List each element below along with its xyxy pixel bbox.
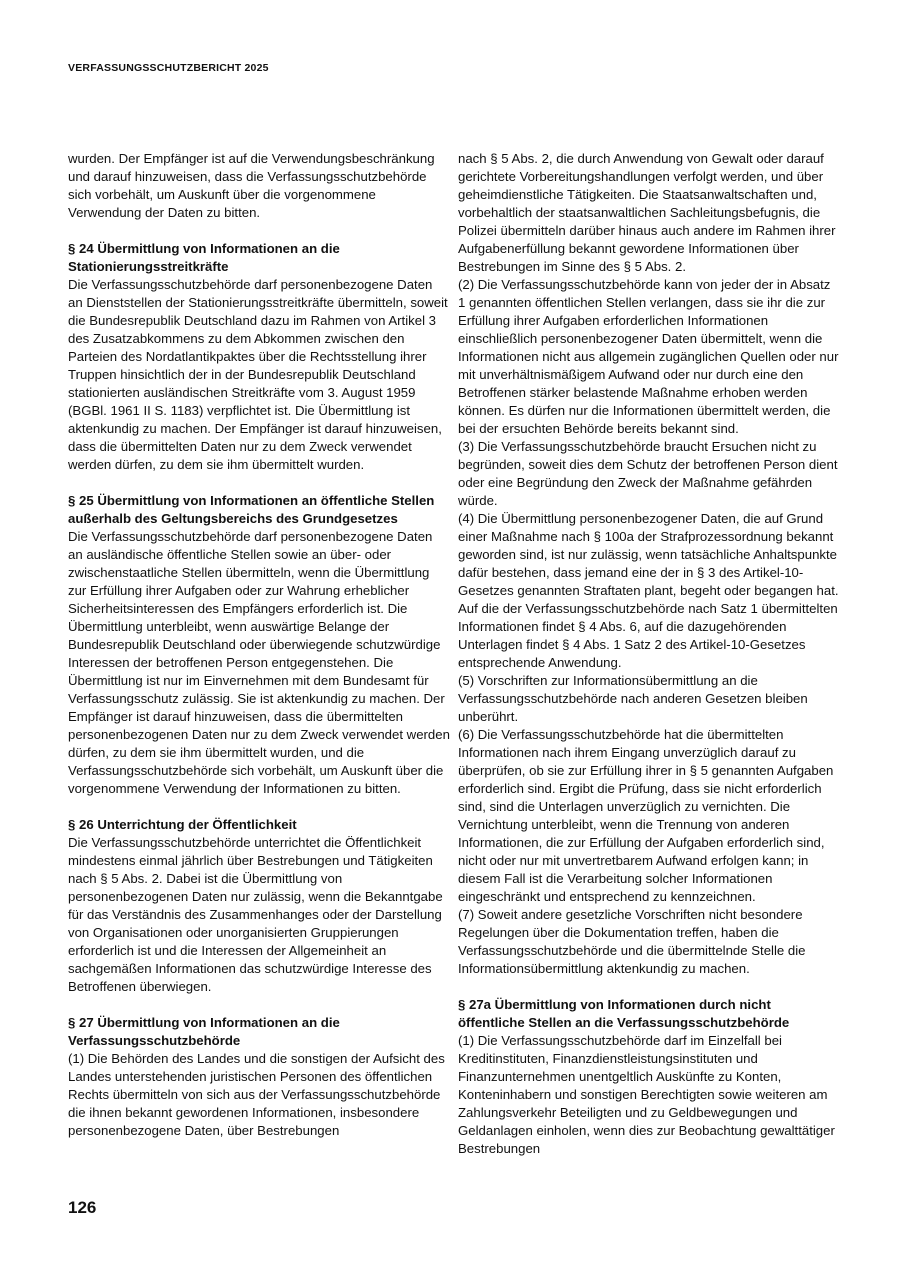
running-header: VERFASSUNGSSCHUTZBERICHT 2025 (68, 62, 269, 74)
section-24 (68, 240, 450, 474)
paragraph-continued: nach § 5 Abs. 2, die durch Anwendung von Gewalt oder darauf gerichtete Vorbereitungshandlungen verfolgt werden, und über geheimdienstliche Tätigkeiten. Die Staatsanwaltschaften und, vorbehaltlich der staatsanwaltlichen Sachleitungsbefugnis, die Polizei übermitteln darüber hinaus auch andere im Rahmen ihrer Aufgabenerfüllung bekannt gewordene Informationen über Bestrebungen im Sinne des § 5 Abs. 2. (458, 151, 836, 274)
right-column (458, 150, 840, 1158)
section-heading: § 27a Übermittlung von Informationen durch nicht öffentliche Stellen an die Verfassungsschutzbehörde (458, 997, 790, 1030)
paragraph: Die Verfassungsschutzbehörde unterrichtet die Öffentlichkeit mindestens einmal jährlich über Bestrebungen und Tätigkeiten nach § 5 Abs. 2. Dabei ist die Übermittlung von personenbezogenen Daten nur zulässig, wenn die Bekanntgabe für das Verständnis des Zusammenhanges oder der Darstellung von Organisationen oder unorganisierten Gruppierungen erforderlich ist und die Interessen der Allgemeinheit an sachgemäßen Informationen das schutzwürdige Interesse des Betroffenen überwiegen. (68, 835, 443, 994)
section-heading: § 26 Unterrichtung der Öffentlichkeit (68, 817, 297, 832)
paragraph: Die Verfassungsschutzbehörde darf personenbezogene Daten an Dienststellen der Stationierungsstreitkräfte übermitteln, soweit die Bundesrepublik Deutschland dazu im Rahmen von Artikel 3 des Zusatzabkommens zu dem Abkommen zwischen den Parteien des Nordatlantikpaktes über die Rechtsstellung ihrer Truppen hinsichtlich der in der Bundesrepublik Deutschland stationierten ausländischen Streitkräfte vom 3. August 1959 (BGBl. 1961 II S. 1183) verpflichtet ist. Die Übermittlung ist aktenkundig zu machen. Der Empfänger ist darauf hinzuweisen, dass die übermittelten Daten nur zu dem Zweck verwendet werden dürfen, zu dem sie ihm übermittelt wurden. (68, 277, 448, 472)
section-heading: § 24 Übermittlung von Informationen an die Stationierungsstreitkräfte (68, 241, 340, 274)
section-27a (458, 996, 840, 1158)
section-26 (68, 816, 450, 996)
paragraph: (2) Die Verfassungsschutzbehörde kann von jeder der in Absatz 1 genannten öffentlichen Stellen verlangen, dass sie ihr die zur Erfüllung ihrer Aufgaben erforderlichen Informationen einschließlich personenbezogener Daten übermittelt, wenn die Informationen nicht aus allgemein zugänglichen Quellen oder nur mit unverhältnismäßigem Aufwand oder nur durch eine den Betroffenen stärker belastende Maßnahme erhoben werden können. Es dürfen nur die Informationen übermittelt werden, die bei der ersuchten Behörde bereits bekannt sind. (458, 277, 839, 436)
paragraph: (1) Die Verfassungsschutzbehörde darf im Einzelfall bei Kreditinstituten, Finanzdienstleistungsinstituten und Finanzunternehmen unentgeltlich Auskünfte zu Konten, Konteninhabern und sonstigen Berechtigten sowie weiteren am Zahlungsverkehr Beteiligten und zu Geldbewegungen und Geldanlagen einholen, wenn dies zur Beobachtung gewalttätiger Bestrebungen (458, 1033, 835, 1156)
page-number: 126 (68, 1198, 97, 1217)
section-25 (68, 492, 450, 798)
paragraph: (7) Soweit andere gesetzliche Vorschriften nicht besondere Regelungen über die Dokumentation treffen, haben die Verfassungsschutzbehörde und die übermittelnde Stelle die Informationsübermittlung aktenkundig zu machen. (458, 907, 806, 976)
left-column (68, 150, 450, 1140)
paragraph: Die Verfassungsschutzbehörde darf personenbezogene Daten an ausländische öffentliche Stellen sowie an über- oder zwischenstaatliche Stellen übermitteln, wenn die Übermittlung zur Erfüllung ihrer Aufgaben oder zur Wahrung erheblicher Sicherheitsinteressen des Empfängers erforderlich ist. Die Übermittlung unterbleibt, wenn auswärtige Belange der Bundesrepublik Deutschland oder überwiegende schutzwürdige Interessen der betroffenen Person entgegenstehen. Die Übermittlung ist nur im Einvernehmen mit dem Bundesamt für Verfassungsschutz zulässig. Sie ist aktenkundig zu machen. Der Empfänger ist darauf hinzuweisen, dass die übermittelten personenbezogenen Daten nur zu dem Zweck verwendet werden dürfen, zu dem sie ihm übermittelt wurden, und die Verfassungsschutzbehörde sich vorbehält, um Auskunft über die vorgenommene Verwendung der Informationen zu bitten. (68, 529, 450, 796)
paragraph: (5) Vorschriften zur Informationsübermittlung an die Verfassungsschutzbehörde nach anderen Gesetzen bleiben unberührt. (458, 673, 808, 724)
paragraph: (1) Die Behörden des Landes und die sonstigen der Aufsicht des Landes unterstehenden juristischen Personen des öffentlichen Rechts übermitteln von sich aus der Verfassungsschutzbehörde die ihnen bekannt gewordenen Informationen, insbesondere personenbezogene Daten, über Bestrebungen (68, 1051, 445, 1138)
paragraph-continued: wurden. Der Empfänger ist auf die Verwendungsbeschränkung und darauf hinzuweisen, dass die Verfassungsschutzbehörde sich vorbehält, um Auskunft über die vorgenommene Verwendung der Daten zu bitten. (68, 151, 435, 220)
section-heading: § 27 Übermittlung von Informationen an die Verfassungsschutzbehörde (68, 1015, 340, 1048)
paragraph: (6) Die Verfassungsschutzbehörde hat die übermittelten Informationen nach ihrem Eingang unverzüglich darauf zu überprüfen, ob sie zur Erfüllung ihrer in § 5 genannten Aufgaben erforderlich sind. Ergibt die Prüfung, dass sie nicht erforderlich sind, sind die Unterlagen unverzüglich zu vernichten. Die Vernichtung unterbleibt, wenn die Trennung von anderen Informationen, die zur Erfüllung der Aufgaben erforderlich sind, nicht oder nur mit unvertretbarem Aufwand erfolgen kann; in diesem Fall ist die Verarbeitung solcher Informationen eingeschränkt und entsprechend zu kennzeichnen. (458, 727, 834, 904)
section-heading: § 25 Übermittlung von Informationen an öffentliche Stellen außerhalb des Geltungsbereichs des Grundgesetzes (68, 493, 435, 526)
paragraph: (4) Die Übermittlung personenbezogener Daten, die auf Grund einer Maßnahme nach § 100a der Strafprozessordnung bekannt geworden sind, ist nur zulässig, wenn tatsächliche Anhaltspunkte dafür bestehen, dass jemand eine der in § 3 des Artikel-10-Gesetzes genannten Straftaten plant, begeht oder begangen hat. Auf die der Verfassungsschutzbehörde nach Satz 1 übermittelten Informationen findet § 4 Abs. 6, auf die dazugehörenden Unterlagen findet § 4 Abs. 1 Satz 2 des Artikel-10-Gesetzes entsprechende Anwendung. (458, 511, 839, 670)
paragraph: (3) Die Verfassungsschutzbehörde braucht Ersuchen nicht zu begründen, soweit dies dem Schutz der betroffenen Person dient oder eine Begründung den Zweck der Maßnahme gefährden würde. (458, 439, 838, 508)
section-27 (68, 1014, 450, 1140)
